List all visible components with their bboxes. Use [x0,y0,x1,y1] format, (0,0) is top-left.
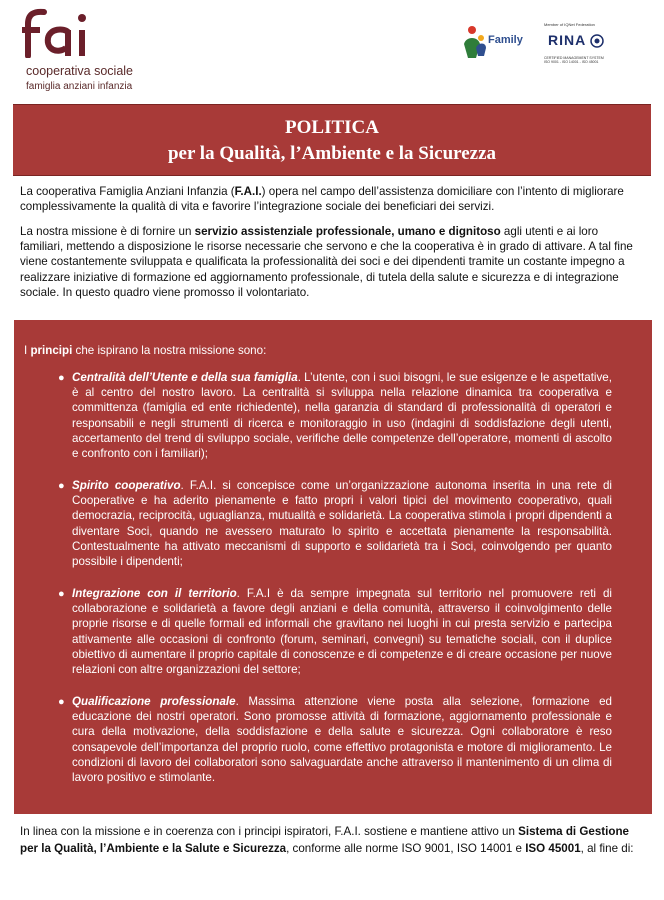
principles-intro-1: I [24,344,31,357]
logo-subtitle-2: famiglia anziani infanzia [26,81,133,92]
principle-text: . L’utente, con i suoi bisogni, le sue esigenze e le aspettative, è al centro del nostro lavoro. La centralità si sviluppa nella relazione dinamica tra cooperativa e committenza (famiglia ed ente richiedente), nella garanzia di standard di professionalità di operatori e responsabili e negli strumenti di ricerca e monitoraggio in uso (indagini di soddisfazione degli utenti, accertamento del trend di sviluppo sociale, verifiche delle competenze dell’operatore, momenti di ascolto e confronto con i familiari); [72,371,612,461]
principles-box [14,320,652,814]
rina-certified-text: CERTIFIED MANAGEMENT SYSTEM ISO 9001 - ISO 14001 - ISO 45001 [544,56,604,64]
footer-iso-45001: ISO 45001 [525,841,581,855]
principle-text: . Massima attenzione viene posta alla selezione, formazione ed educazione dei nostri operatori. Sono promosse attività di formazione, aggiornamento professionale e cura della motivazione, della soddisfazione e della salute e sicurezza. Ogni collaboratore è reso consapevole dell’importanza del proprio ruolo, come effettivo protagonista e motore di miglioramento. Le condizioni di lavoro dei collaboratori sono salvaguardate anche attraverso il mantenimento di un clima di lavoro positivo e stimolante. [72,695,613,785]
family-figure-icon [462,24,488,60]
footer-text-1: In linea con la missione e in coerenza con i principi ispiratori, F.A.I. sostiene e mantiene attivo un [20,825,519,838]
principle-item [72,694,612,785]
principle-text: . F.A.I. si concepisce come un’organizzazione autonoma inserita in una rete di Cooperative e ha aderito pienamente e fatto propri i valori tipici del movimento cooperativo, quali democrazia, reciprocità, uguaglianza, mutualità e solidarietà. La cooperativa stimola i propri dipendenti a diventare Soci, quando ne avessero maturato lo spirito e accettata pienamente la responsabilità. Contestualmente ha attivato meccanismi di supporto e solidarietà tra i Soci, coinvolgendo per quanto possibile i dipendenti; [72,479,612,569]
page-subtitle: per la Qualità, l’Ambiente e la Sicurezza [167,143,497,164]
intro-acronym: F.A.I. [234,185,262,198]
principle-item [72,370,612,461]
bullet-icon: ● [58,588,65,600]
footer-paragraph [20,824,650,857]
footer-text-2: , conforme alle norme ISO 9001, ISO 14001 e [286,841,526,855]
principle-item [72,586,612,677]
intro-text-1: La cooperativa Famiglia Anziani Infanzia ( [20,185,235,198]
principle-title: Centralità dell’Utente e della sua famiglia [72,371,298,384]
mission-paragraph [20,224,644,300]
page-title: POLITICA [285,117,379,138]
intro-text-2: ) opera nel campo dell’assistenza domiciliare con l’intento di migliorare complessivamente la qualità di vita e favorire l’integrazione sociale dei beneficiari dei servizi. [20,185,624,214]
principles-keyword: principi [30,344,73,357]
principle-text: . F.A.I è da sempre impegnata sul territorio nel promuovere reti di collaborazione e solidarietà a favore degli anziani e della comunità, attraverso il coinvolgimento delle proprie risorse e di quelle formali ed informali che gravitano nei luoghi in cui presta servizio e partecipa attivamente alle occasioni di confronto (forum, seminari, convegni) su tematiche sociali, con il duplice obiettivo di aumentare il proprio capitale di conoscenze e di competenze e di creare occasione per nuove relazioni con altre organizzazioni del settore; [72,587,613,677]
bullet-icon: ● [58,480,65,492]
title-band [13,104,651,176]
fai-logo-mark [22,8,102,58]
mission-text-1: La nostra missione è di fornire un [20,225,195,238]
bullet-icon: ● [58,372,65,384]
mission-highlight: servizio assistenziale professionale, umano e dignitoso [194,225,501,238]
mission-text-2: agli utenti e ai loro familiari, mettendo a disposizione le risorse necessarie che servono e che la cooperativa è in grado di attivare. A tal fine viene costantemente sviluppata e qualificata la professionalità dei soci e dei dipendenti tramite un costante impegno a realizzare iniziative di formazione ed aggiornamento professionale, di tutela della salute e sicurezza e di integrazione sociale. In questo quadro viene promosso il volontariato. [20,225,633,299]
footer-system-name: Sistema di Gestione per la Qualità, l’Ambiente e la Salute e Sicurezza [20,825,629,855]
family-audit-logo [462,24,528,60]
iqnet-badge-icon [590,34,604,48]
family-label: Family [488,34,523,46]
rina-wordmark: RINA [548,32,587,48]
rina-certification-logo [544,22,604,68]
rina-member-text: Member of IQNet Federation [544,22,595,27]
footer-text-3: , al fine di: [580,841,634,855]
intro-paragraph [20,184,644,214]
principles-intro [24,344,266,357]
principle-title: Integrazione con il territorio [72,587,237,600]
principle-title: Spirito cooperativo [72,479,181,492]
principle-title: Qualificazione professionale [72,695,236,708]
bullet-icon: ● [58,696,65,708]
principle-item [72,478,612,569]
logo-subtitle-1: cooperativa sociale [26,64,134,78]
fai-logo [22,8,134,92]
principles-intro-2: che ispirano la nostra missione sono: [72,344,267,357]
